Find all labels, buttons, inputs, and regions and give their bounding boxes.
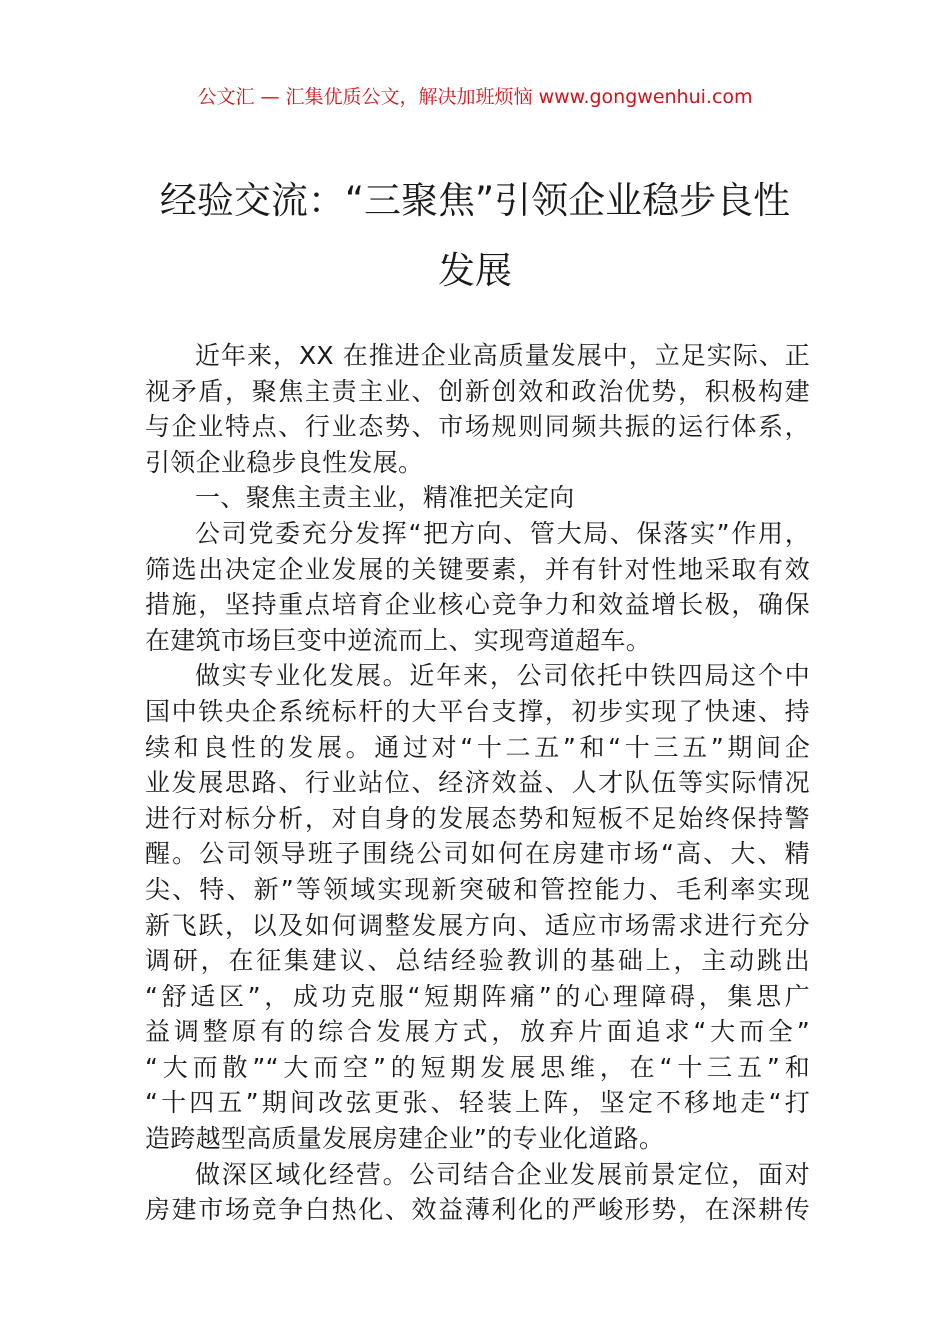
section-heading: 一、聚焦主责主业，精准把关定向 <box>195 483 575 513</box>
body-line: 视矛盾，聚焦主责主业、创新创效和政治优势，积极构建 <box>145 376 810 406</box>
document-title-line-2: 发展 <box>438 249 512 292</box>
body-line: 措施，坚持重点培育企业核心竞争力和效益增长极，确保 <box>145 590 810 620</box>
body-line: 续和良性的发展。通过对“十二五”和“十三五”期间企 <box>145 732 810 762</box>
body-line: 做实专业化发展。近年来，公司依托中铁四局这个中 <box>195 661 810 691</box>
body-line: 益调整原有的综合发展方式，放弃片面追求“大而全” <box>145 1017 810 1047</box>
body-line: 新飞跃，以及如何调整发展方向、适应市场需求进行充分 <box>145 910 810 940</box>
body-line: “十四五”期间改弦更张、轻装上阵，坚定不移地走“打 <box>145 1088 810 1118</box>
body-line: 业发展思路、行业站位、经济效益、人才队伍等实际情况 <box>145 768 810 798</box>
body-line: 国中铁央企系统标杆的大平台支撑，初步实现了快速、持 <box>145 696 810 726</box>
body-line: 近年来，XX 在推进企业高质量发展中，立足实际、正 <box>195 341 810 370</box>
body-line: 在建筑市场巨变中逆流而上、实现弯道超车。 <box>145 625 652 655</box>
body-line: 造跨越型高质量发展房建企业”的专业化道路。 <box>145 1124 665 1154</box>
body-line: 房建市场竞争白热化、效益薄利化的严峻形势，在深耕传 <box>145 1195 810 1225</box>
document-body <box>145 338 810 1228</box>
body-line: 尖、特、新”等领域实现新突破和管控能力、毛利率实现 <box>145 874 810 904</box>
document-title-line-1: 经验交流：“三聚焦”引领企业稳步良性 <box>159 179 791 222</box>
body-line: 调研，在征集建议、总结经验教训的基础上，主动跳出 <box>145 946 810 976</box>
site-banner[interactable]: 公文汇 — 汇集优质公文，解决加班烦恼 www.gongwenhui.com <box>197 86 753 108</box>
body-line: 醒。公司领导班子围绕公司如何在房建市场“高、大、精 <box>145 839 810 869</box>
body-line: 做深区域化经营。公司结合企业发展前景定位，面对 <box>195 1159 810 1189</box>
body-line: 筛选出决定企业发展的关键要素，并有针对性地采取有效 <box>145 554 810 584</box>
body-line: “舒适区”，成功克服“短期阵痛”的心理障碍，集思广 <box>145 981 810 1011</box>
body-line: 公司党委充分发挥“把方向、管大局、保落实”作用， <box>195 518 810 548</box>
body-line: “大而散”“大而空”的短期发展思维，在“十三五”和 <box>145 1052 810 1082</box>
body-line: 引领企业稳步良性发展。 <box>145 447 424 477</box>
body-line: 进行对标分析，对自身的发展态势和短板不足始终保持警 <box>145 803 810 833</box>
body-line: 与企业特点、行业态势、市场规则同频共振的运行体系， <box>145 412 810 442</box>
